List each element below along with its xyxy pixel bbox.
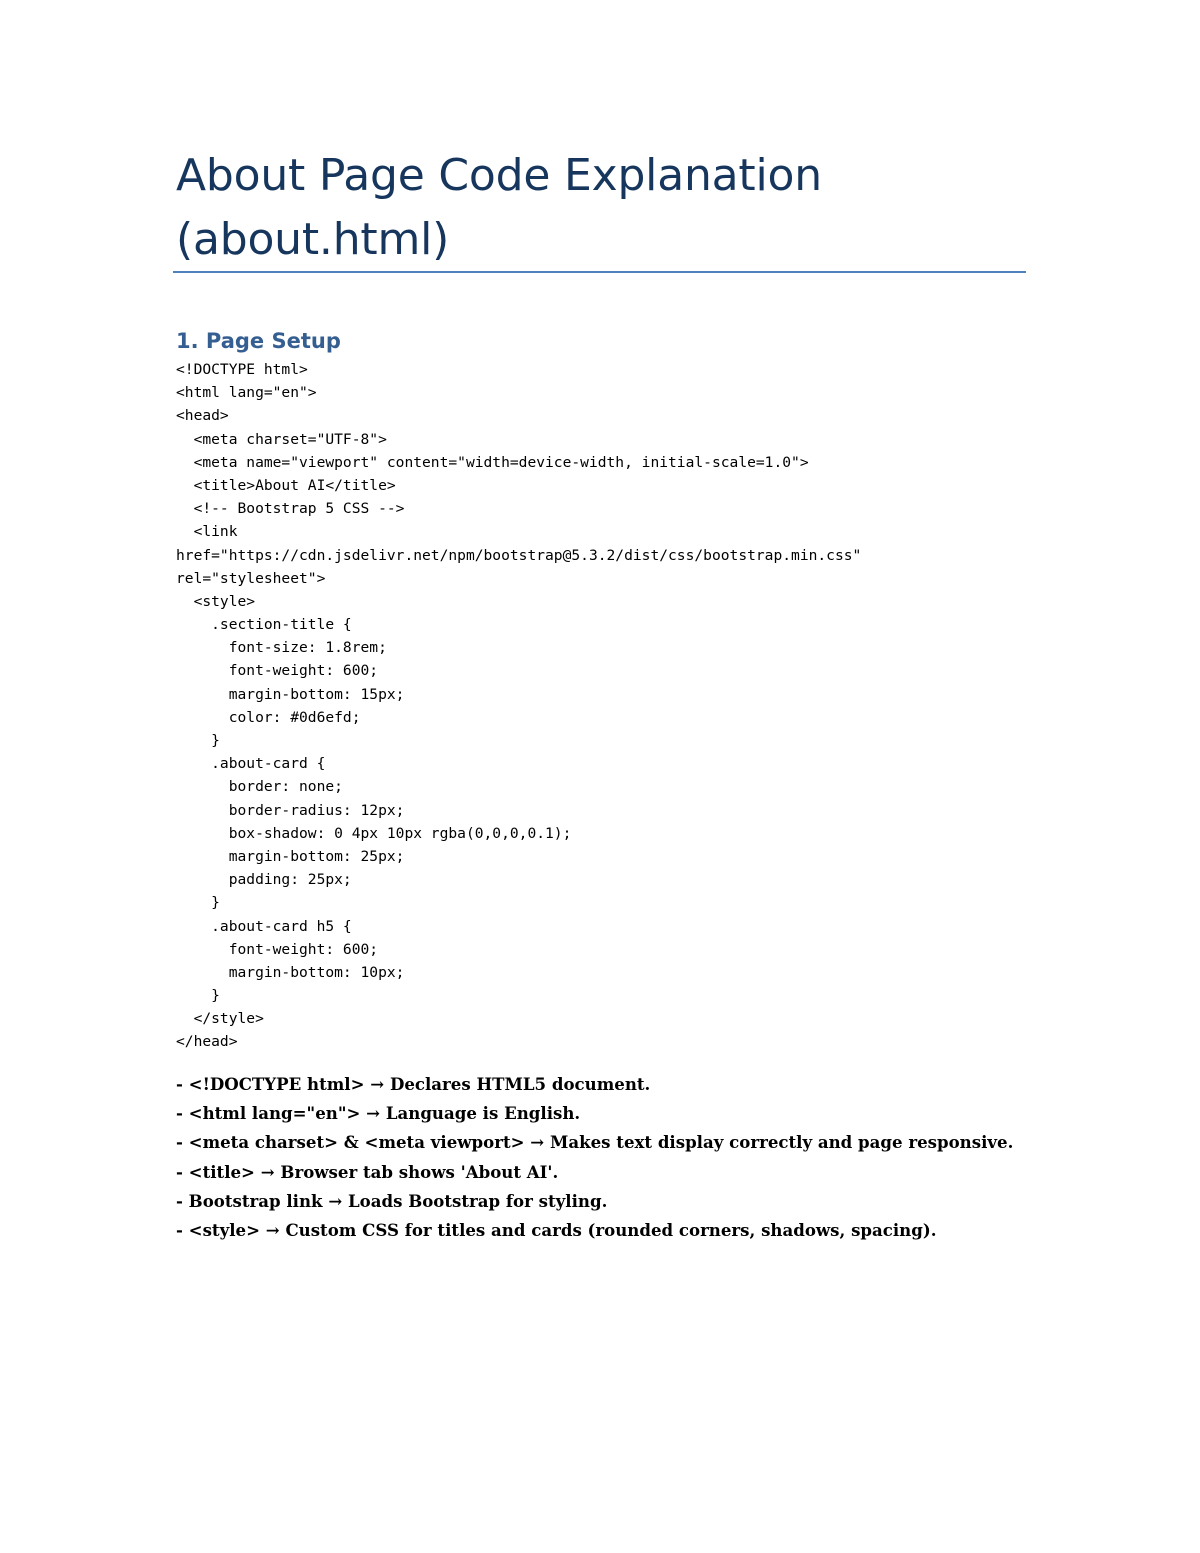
code-line: <head> <box>176 407 229 425</box>
document-title-line-2: (about.html) <box>176 214 450 265</box>
code-line: } <box>176 894 220 912</box>
document-title <box>176 144 1028 272</box>
title-underline-divider <box>173 271 1026 273</box>
code-line: font-weight: 600; <box>176 662 379 680</box>
code-line: <html lang="en"> <box>176 384 317 402</box>
code-line: font-size: 1.8rem; <box>176 639 387 657</box>
code-line: <!DOCTYPE html> <box>176 361 308 378</box>
explanation-note: - Bootstrap link → Loads Bootstrap for styling. <box>176 1190 608 1211</box>
code-line: margin-bottom: 15px; <box>176 685 405 703</box>
code-line: </style> <box>176 1010 264 1028</box>
code-line: .about-card h5 { <box>176 917 352 935</box>
code-line: <title>About AI</title> <box>176 476 396 494</box>
code-line: .about-card { <box>176 755 326 773</box>
code-line: padding: 25px; <box>176 871 352 889</box>
explanation-notes-list <box>176 1070 1013 1245</box>
explanation-note: - <!DOCTYPE html> → Declares HTML5 document. <box>176 1074 651 1094</box>
explanation-note: - <meta charset> & <meta viewport> → Makes text display correctly and page responsive. <box>176 1132 1014 1153</box>
code-line: <meta name="viewport" content="width=device-width, initial-scale=1.0"> <box>176 453 809 471</box>
explanation-note: - <html lang="en"> → Language is English. <box>176 1103 581 1124</box>
code-line: box-shadow: 0 4px 10px rgba(0,0,0,0.1); <box>176 824 572 842</box>
code-listing <box>176 358 861 1054</box>
code-line: <meta charset="UTF-8"> <box>176 430 387 448</box>
code-line: <style> <box>176 592 256 610</box>
document-title-line-1: About Page Code Explanation <box>176 150 822 201</box>
code-line: font-weight: 600; <box>176 940 379 958</box>
code-line: margin-bottom: 10px; <box>176 963 405 981</box>
code-line: border-radius: 12px; <box>176 801 405 819</box>
code-line: color: #0d6efd; <box>176 708 361 726</box>
code-line: margin-bottom: 25px; <box>176 847 405 865</box>
code-line: } <box>176 987 220 1005</box>
explanation-note: - <style> → Custom CSS for titles and cards (rounded corners, shadows, spacing). <box>176 1219 937 1240</box>
code-line: <link <box>176 523 238 541</box>
section-heading-page-setup: 1. Page Setup <box>176 329 341 353</box>
code-line: .section-title { <box>176 616 352 634</box>
code-line: } <box>176 732 220 749</box>
explanation-note: - <title> → Browser tab shows 'About AI'. <box>176 1161 559 1182</box>
code-line: <!-- Bootstrap 5 CSS --> <box>176 500 405 518</box>
code-line: rel="stylesheet"> <box>176 569 326 587</box>
code-line: href="https://cdn.jsdelivr.net/npm/bootstrap@5.3.2/dist/css/bootstrap.min.css" <box>176 546 862 564</box>
code-line: </head> <box>176 1033 238 1051</box>
code-line: border: none; <box>176 778 343 796</box>
